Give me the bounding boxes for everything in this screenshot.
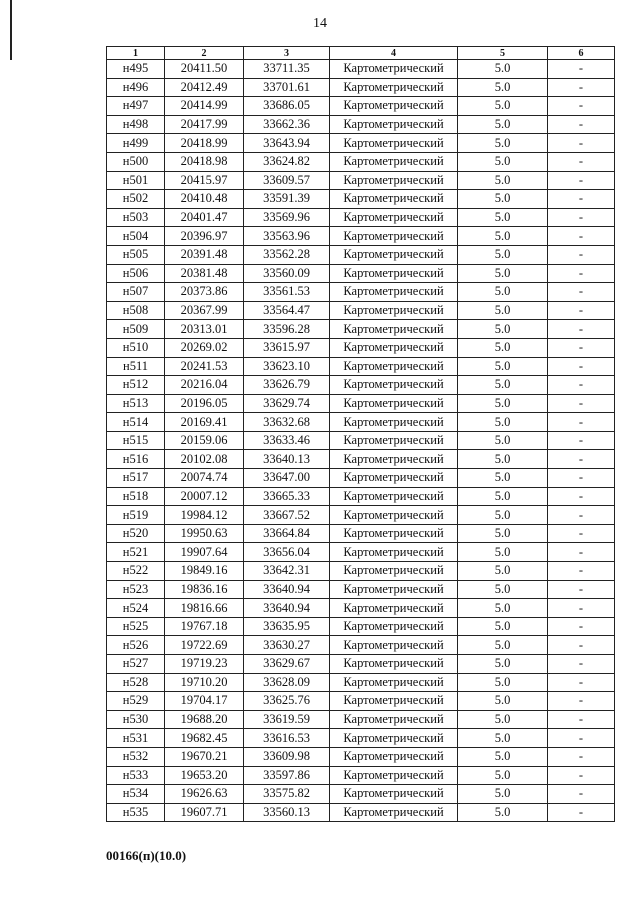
method-cell: Картометрический xyxy=(330,283,458,302)
method-cell: Картометрический xyxy=(330,655,458,674)
y-coordinate-cell: 33616.53 xyxy=(244,729,330,748)
description-cell: - xyxy=(548,376,615,395)
x-coordinate-cell: 20159.06 xyxy=(165,431,244,450)
table-header-row xyxy=(107,47,615,60)
accuracy-cell: 5.0 xyxy=(458,283,548,302)
description-cell: - xyxy=(548,394,615,413)
accuracy-cell: 5.0 xyxy=(458,152,548,171)
method-cell: Картометрический xyxy=(330,785,458,804)
accuracy-cell: 5.0 xyxy=(458,376,548,395)
description-cell: - xyxy=(548,487,615,506)
x-coordinate-cell: 20414.99 xyxy=(165,97,244,116)
y-coordinate-cell: 33575.82 xyxy=(244,785,330,804)
method-cell: Картометрический xyxy=(330,208,458,227)
table-row xyxy=(107,320,615,339)
x-coordinate-cell: 19710.20 xyxy=(165,673,244,692)
point-id-cell: н500 xyxy=(107,152,165,171)
accuracy-cell: 5.0 xyxy=(458,543,548,562)
point-id-cell: н519 xyxy=(107,506,165,525)
point-id-cell: н532 xyxy=(107,747,165,766)
x-coordinate-cell: 19719.23 xyxy=(165,655,244,674)
description-cell: - xyxy=(548,785,615,804)
accuracy-cell: 5.0 xyxy=(458,171,548,190)
header-cell-col-3: 3 xyxy=(244,47,330,60)
point-id-cell: н513 xyxy=(107,394,165,413)
y-coordinate-cell: 33625.76 xyxy=(244,692,330,711)
table-row xyxy=(107,413,615,432)
x-coordinate-cell: 19704.17 xyxy=(165,692,244,711)
accuracy-cell: 5.0 xyxy=(458,524,548,543)
y-coordinate-cell: 33656.04 xyxy=(244,543,330,562)
description-cell: - xyxy=(548,60,615,79)
table-row xyxy=(107,190,615,209)
point-id-cell: н501 xyxy=(107,171,165,190)
description-cell: - xyxy=(548,431,615,450)
description-cell: - xyxy=(548,320,615,339)
description-cell: - xyxy=(548,245,615,264)
table-row xyxy=(107,710,615,729)
method-cell: Картометрический xyxy=(330,729,458,748)
accuracy-cell: 5.0 xyxy=(458,97,548,116)
y-coordinate-cell: 33619.59 xyxy=(244,710,330,729)
point-id-cell: н535 xyxy=(107,803,165,822)
accuracy-cell: 5.0 xyxy=(458,562,548,581)
description-cell: - xyxy=(548,171,615,190)
method-cell: Картометрический xyxy=(330,97,458,116)
method-cell: Картометрический xyxy=(330,766,458,785)
table-row xyxy=(107,562,615,581)
description-cell: - xyxy=(548,357,615,376)
method-cell: Картометрический xyxy=(330,227,458,246)
description-cell: - xyxy=(548,152,615,171)
table-row xyxy=(107,487,615,506)
x-coordinate-cell: 20418.99 xyxy=(165,134,244,153)
x-coordinate-cell: 20401.47 xyxy=(165,208,244,227)
x-coordinate-cell: 19607.71 xyxy=(165,803,244,822)
point-id-cell: н530 xyxy=(107,710,165,729)
y-coordinate-cell: 33609.98 xyxy=(244,747,330,766)
description-cell: - xyxy=(548,97,615,116)
point-id-cell: н507 xyxy=(107,283,165,302)
description-cell: - xyxy=(548,673,615,692)
accuracy-cell: 5.0 xyxy=(458,357,548,376)
method-cell: Картометрический xyxy=(330,673,458,692)
point-id-cell: н529 xyxy=(107,692,165,711)
method-cell: Картометрический xyxy=(330,338,458,357)
method-cell: Картометрический xyxy=(330,506,458,525)
method-cell: Картометрический xyxy=(330,357,458,376)
point-id-cell: н511 xyxy=(107,357,165,376)
description-cell: - xyxy=(548,710,615,729)
x-coordinate-cell: 19816.66 xyxy=(165,599,244,618)
x-coordinate-cell: 20313.01 xyxy=(165,320,244,339)
method-cell: Картометрический xyxy=(330,264,458,283)
accuracy-cell: 5.0 xyxy=(458,692,548,711)
point-id-cell: н517 xyxy=(107,469,165,488)
accuracy-cell: 5.0 xyxy=(458,301,548,320)
point-id-cell: н503 xyxy=(107,208,165,227)
point-id-cell: н527 xyxy=(107,655,165,674)
point-id-cell: н526 xyxy=(107,636,165,655)
y-coordinate-cell: 33640.94 xyxy=(244,580,330,599)
accuracy-cell: 5.0 xyxy=(458,60,548,79)
description-cell: - xyxy=(548,766,615,785)
table-row xyxy=(107,450,615,469)
method-cell: Картометрический xyxy=(330,431,458,450)
x-coordinate-cell: 19670.21 xyxy=(165,747,244,766)
description-cell: - xyxy=(548,208,615,227)
y-coordinate-cell: 33615.97 xyxy=(244,338,330,357)
x-coordinate-cell: 19836.16 xyxy=(165,580,244,599)
method-cell: Картометрический xyxy=(330,152,458,171)
accuracy-cell: 5.0 xyxy=(458,394,548,413)
description-cell: - xyxy=(548,747,615,766)
header-cell-col-6: 6 xyxy=(548,47,615,60)
accuracy-cell: 5.0 xyxy=(458,208,548,227)
y-coordinate-cell: 33609.57 xyxy=(244,171,330,190)
y-coordinate-cell: 33647.00 xyxy=(244,469,330,488)
point-id-cell: н495 xyxy=(107,60,165,79)
table-row xyxy=(107,766,615,785)
point-id-cell: н497 xyxy=(107,97,165,116)
point-id-cell: н515 xyxy=(107,431,165,450)
table-row xyxy=(107,134,615,153)
accuracy-cell: 5.0 xyxy=(458,803,548,822)
accuracy-cell: 5.0 xyxy=(458,655,548,674)
y-coordinate-cell: 33560.13 xyxy=(244,803,330,822)
method-cell: Картометрический xyxy=(330,692,458,711)
table-row xyxy=(107,208,615,227)
description-cell: - xyxy=(548,227,615,246)
description-cell: - xyxy=(548,692,615,711)
point-id-cell: н504 xyxy=(107,227,165,246)
x-coordinate-cell: 20391.48 xyxy=(165,245,244,264)
point-id-cell: н523 xyxy=(107,580,165,599)
description-cell: - xyxy=(548,413,615,432)
y-coordinate-cell: 33665.33 xyxy=(244,487,330,506)
description-cell: - xyxy=(548,562,615,581)
y-coordinate-cell: 33564.47 xyxy=(244,301,330,320)
table-row xyxy=(107,115,615,134)
method-cell: Картометрический xyxy=(330,60,458,79)
y-coordinate-cell: 33642.31 xyxy=(244,562,330,581)
x-coordinate-cell: 19626.63 xyxy=(165,785,244,804)
table-row xyxy=(107,469,615,488)
x-coordinate-cell: 20269.02 xyxy=(165,338,244,357)
table-body xyxy=(107,60,615,822)
x-coordinate-cell: 20216.04 xyxy=(165,376,244,395)
x-coordinate-cell: 19653.20 xyxy=(165,766,244,785)
table-row xyxy=(107,636,615,655)
accuracy-cell: 5.0 xyxy=(458,636,548,655)
description-cell: - xyxy=(548,803,615,822)
document-code: 00166(п)(10.0) xyxy=(106,848,187,863)
y-coordinate-cell: 33561.53 xyxy=(244,283,330,302)
y-coordinate-cell: 33640.94 xyxy=(244,599,330,618)
accuracy-cell: 5.0 xyxy=(458,431,548,450)
description-cell: - xyxy=(548,338,615,357)
accuracy-cell: 5.0 xyxy=(458,78,548,97)
x-coordinate-cell: 19722.69 xyxy=(165,636,244,655)
point-id-cell: н512 xyxy=(107,376,165,395)
description-cell: - xyxy=(548,450,615,469)
point-id-cell: н522 xyxy=(107,562,165,581)
y-coordinate-cell: 33591.39 xyxy=(244,190,330,209)
accuracy-cell: 5.0 xyxy=(458,450,548,469)
description-cell: - xyxy=(548,283,615,302)
description-cell: - xyxy=(548,617,615,636)
table-row xyxy=(107,283,615,302)
y-coordinate-cell: 33628.09 xyxy=(244,673,330,692)
accuracy-cell: 5.0 xyxy=(458,227,548,246)
accuracy-cell: 5.0 xyxy=(458,785,548,804)
y-coordinate-cell: 33597.86 xyxy=(244,766,330,785)
x-coordinate-cell: 20169.41 xyxy=(165,413,244,432)
description-cell: - xyxy=(548,636,615,655)
table-row xyxy=(107,673,615,692)
method-cell: Картометрический xyxy=(330,710,458,729)
method-cell: Картометрический xyxy=(330,450,458,469)
method-cell: Картометрический xyxy=(330,190,458,209)
method-cell: Картометрический xyxy=(330,134,458,153)
x-coordinate-cell: 20102.08 xyxy=(165,450,244,469)
x-coordinate-cell: 19907.64 xyxy=(165,543,244,562)
description-cell: - xyxy=(548,264,615,283)
table-row xyxy=(107,301,615,320)
point-id-cell: н516 xyxy=(107,450,165,469)
y-coordinate-cell: 33633.46 xyxy=(244,431,330,450)
accuracy-cell: 5.0 xyxy=(458,487,548,506)
accuracy-cell: 5.0 xyxy=(458,469,548,488)
accuracy-cell: 5.0 xyxy=(458,710,548,729)
point-id-cell: н531 xyxy=(107,729,165,748)
point-id-cell: н496 xyxy=(107,78,165,97)
x-coordinate-cell: 19682.45 xyxy=(165,729,244,748)
method-cell: Картометрический xyxy=(330,803,458,822)
point-id-cell: н508 xyxy=(107,301,165,320)
point-id-cell: н528 xyxy=(107,673,165,692)
point-id-cell: н506 xyxy=(107,264,165,283)
point-id-cell: н524 xyxy=(107,599,165,618)
method-cell: Картометрический xyxy=(330,617,458,636)
x-coordinate-cell: 19950.63 xyxy=(165,524,244,543)
x-coordinate-cell: 20196.05 xyxy=(165,394,244,413)
x-coordinate-cell: 20410.48 xyxy=(165,190,244,209)
method-cell: Картометрический xyxy=(330,487,458,506)
method-cell: Картометрический xyxy=(330,245,458,264)
y-coordinate-cell: 33667.52 xyxy=(244,506,330,525)
table-row xyxy=(107,338,615,357)
page-number: 14 xyxy=(313,16,327,31)
description-cell: - xyxy=(548,729,615,748)
point-id-cell: н502 xyxy=(107,190,165,209)
point-id-cell: н533 xyxy=(107,766,165,785)
accuracy-cell: 5.0 xyxy=(458,338,548,357)
y-coordinate-cell: 33629.74 xyxy=(244,394,330,413)
header-cell-col-4: 4 xyxy=(330,47,458,60)
table-row xyxy=(107,506,615,525)
point-id-cell: н498 xyxy=(107,115,165,134)
y-coordinate-cell: 33629.67 xyxy=(244,655,330,674)
x-coordinate-cell: 20417.99 xyxy=(165,115,244,134)
method-cell: Картометрический xyxy=(330,376,458,395)
table-row xyxy=(107,78,615,97)
x-coordinate-cell: 20373.86 xyxy=(165,283,244,302)
y-coordinate-cell: 33711.35 xyxy=(244,60,330,79)
table-row xyxy=(107,152,615,171)
x-coordinate-cell: 20074.74 xyxy=(165,469,244,488)
point-id-cell: н534 xyxy=(107,785,165,804)
table-row xyxy=(107,357,615,376)
table-row xyxy=(107,580,615,599)
y-coordinate-cell: 33563.96 xyxy=(244,227,330,246)
table-row xyxy=(107,264,615,283)
y-coordinate-cell: 33569.96 xyxy=(244,208,330,227)
table-row xyxy=(107,376,615,395)
description-cell: - xyxy=(548,190,615,209)
x-coordinate-cell: 20418.98 xyxy=(165,152,244,171)
description-cell: - xyxy=(548,580,615,599)
accuracy-cell: 5.0 xyxy=(458,599,548,618)
table-row xyxy=(107,524,615,543)
table-row xyxy=(107,692,615,711)
accuracy-cell: 5.0 xyxy=(458,320,548,339)
y-coordinate-cell: 33664.84 xyxy=(244,524,330,543)
table-row xyxy=(107,227,615,246)
point-id-cell: н521 xyxy=(107,543,165,562)
table-row xyxy=(107,543,615,562)
table-row xyxy=(107,171,615,190)
point-id-cell: н518 xyxy=(107,487,165,506)
x-coordinate-cell: 20381.48 xyxy=(165,264,244,283)
coordinates-table xyxy=(106,46,615,822)
x-coordinate-cell: 20241.53 xyxy=(165,357,244,376)
description-cell: - xyxy=(548,301,615,320)
description-cell: - xyxy=(548,506,615,525)
header-cell-col-2: 2 xyxy=(165,47,244,60)
accuracy-cell: 5.0 xyxy=(458,190,548,209)
accuracy-cell: 5.0 xyxy=(458,134,548,153)
description-cell: - xyxy=(548,524,615,543)
method-cell: Картометрический xyxy=(330,747,458,766)
accuracy-cell: 5.0 xyxy=(458,580,548,599)
method-cell: Картометрический xyxy=(330,394,458,413)
table-row xyxy=(107,431,615,450)
method-cell: Картометрический xyxy=(330,320,458,339)
x-coordinate-cell: 20367.99 xyxy=(165,301,244,320)
table-row xyxy=(107,747,615,766)
x-coordinate-cell: 20007.12 xyxy=(165,487,244,506)
y-coordinate-cell: 33662.36 xyxy=(244,115,330,134)
table-row xyxy=(107,60,615,79)
header-cell-col-1: 1 xyxy=(107,47,165,60)
y-coordinate-cell: 33560.09 xyxy=(244,264,330,283)
accuracy-cell: 5.0 xyxy=(458,506,548,525)
y-coordinate-cell: 33640.13 xyxy=(244,450,330,469)
table-row xyxy=(107,785,615,804)
accuracy-cell: 5.0 xyxy=(458,413,548,432)
x-coordinate-cell: 20411.50 xyxy=(165,60,244,79)
x-coordinate-cell: 20396.97 xyxy=(165,227,244,246)
description-cell: - xyxy=(548,78,615,97)
method-cell: Картометрический xyxy=(330,562,458,581)
accuracy-cell: 5.0 xyxy=(458,115,548,134)
description-cell: - xyxy=(548,134,615,153)
method-cell: Картометрический xyxy=(330,636,458,655)
x-coordinate-cell: 20412.49 xyxy=(165,78,244,97)
method-cell: Картометрический xyxy=(330,543,458,562)
x-coordinate-cell: 20415.97 xyxy=(165,171,244,190)
table-row xyxy=(107,245,615,264)
x-coordinate-cell: 19767.18 xyxy=(165,617,244,636)
method-cell: Картометрический xyxy=(330,301,458,320)
point-id-cell: н525 xyxy=(107,617,165,636)
point-id-cell: н509 xyxy=(107,320,165,339)
point-id-cell: н499 xyxy=(107,134,165,153)
x-coordinate-cell: 19849.16 xyxy=(165,562,244,581)
y-coordinate-cell: 33623.10 xyxy=(244,357,330,376)
method-cell: Картометрический xyxy=(330,78,458,97)
method-cell: Картометрический xyxy=(330,599,458,618)
y-coordinate-cell: 33626.79 xyxy=(244,376,330,395)
description-cell: - xyxy=(548,543,615,562)
point-id-cell: н520 xyxy=(107,524,165,543)
method-cell: Картометрический xyxy=(330,580,458,599)
y-coordinate-cell: 33624.82 xyxy=(244,152,330,171)
accuracy-cell: 5.0 xyxy=(458,264,548,283)
table-row xyxy=(107,655,615,674)
accuracy-cell: 5.0 xyxy=(458,729,548,748)
method-cell: Картометрический xyxy=(330,171,458,190)
table-row xyxy=(107,729,615,748)
y-coordinate-cell: 33686.05 xyxy=(244,97,330,116)
method-cell: Картометрический xyxy=(330,413,458,432)
accuracy-cell: 5.0 xyxy=(458,245,548,264)
accuracy-cell: 5.0 xyxy=(458,766,548,785)
accuracy-cell: 5.0 xyxy=(458,673,548,692)
table-row xyxy=(107,617,615,636)
accuracy-cell: 5.0 xyxy=(458,747,548,766)
method-cell: Картометрический xyxy=(330,115,458,134)
table-row xyxy=(107,97,615,116)
y-coordinate-cell: 33643.94 xyxy=(244,134,330,153)
y-coordinate-cell: 33562.28 xyxy=(244,245,330,264)
header-cell-col-5: 5 xyxy=(458,47,548,60)
method-cell: Картометрический xyxy=(330,469,458,488)
y-coordinate-cell: 33596.28 xyxy=(244,320,330,339)
description-cell: - xyxy=(548,469,615,488)
y-coordinate-cell: 33630.27 xyxy=(244,636,330,655)
point-id-cell: н505 xyxy=(107,245,165,264)
accuracy-cell: 5.0 xyxy=(458,617,548,636)
description-cell: - xyxy=(548,655,615,674)
table-row xyxy=(107,599,615,618)
table-row xyxy=(107,803,615,822)
method-cell: Картометрический xyxy=(330,524,458,543)
description-cell: - xyxy=(548,115,615,134)
table-row xyxy=(107,394,615,413)
x-coordinate-cell: 19984.12 xyxy=(165,506,244,525)
x-coordinate-cell: 19688.20 xyxy=(165,710,244,729)
point-id-cell: н514 xyxy=(107,413,165,432)
y-coordinate-cell: 33632.68 xyxy=(244,413,330,432)
y-coordinate-cell: 33635.95 xyxy=(244,617,330,636)
point-id-cell: н510 xyxy=(107,338,165,357)
y-coordinate-cell: 33701.61 xyxy=(244,78,330,97)
description-cell: - xyxy=(548,599,615,618)
